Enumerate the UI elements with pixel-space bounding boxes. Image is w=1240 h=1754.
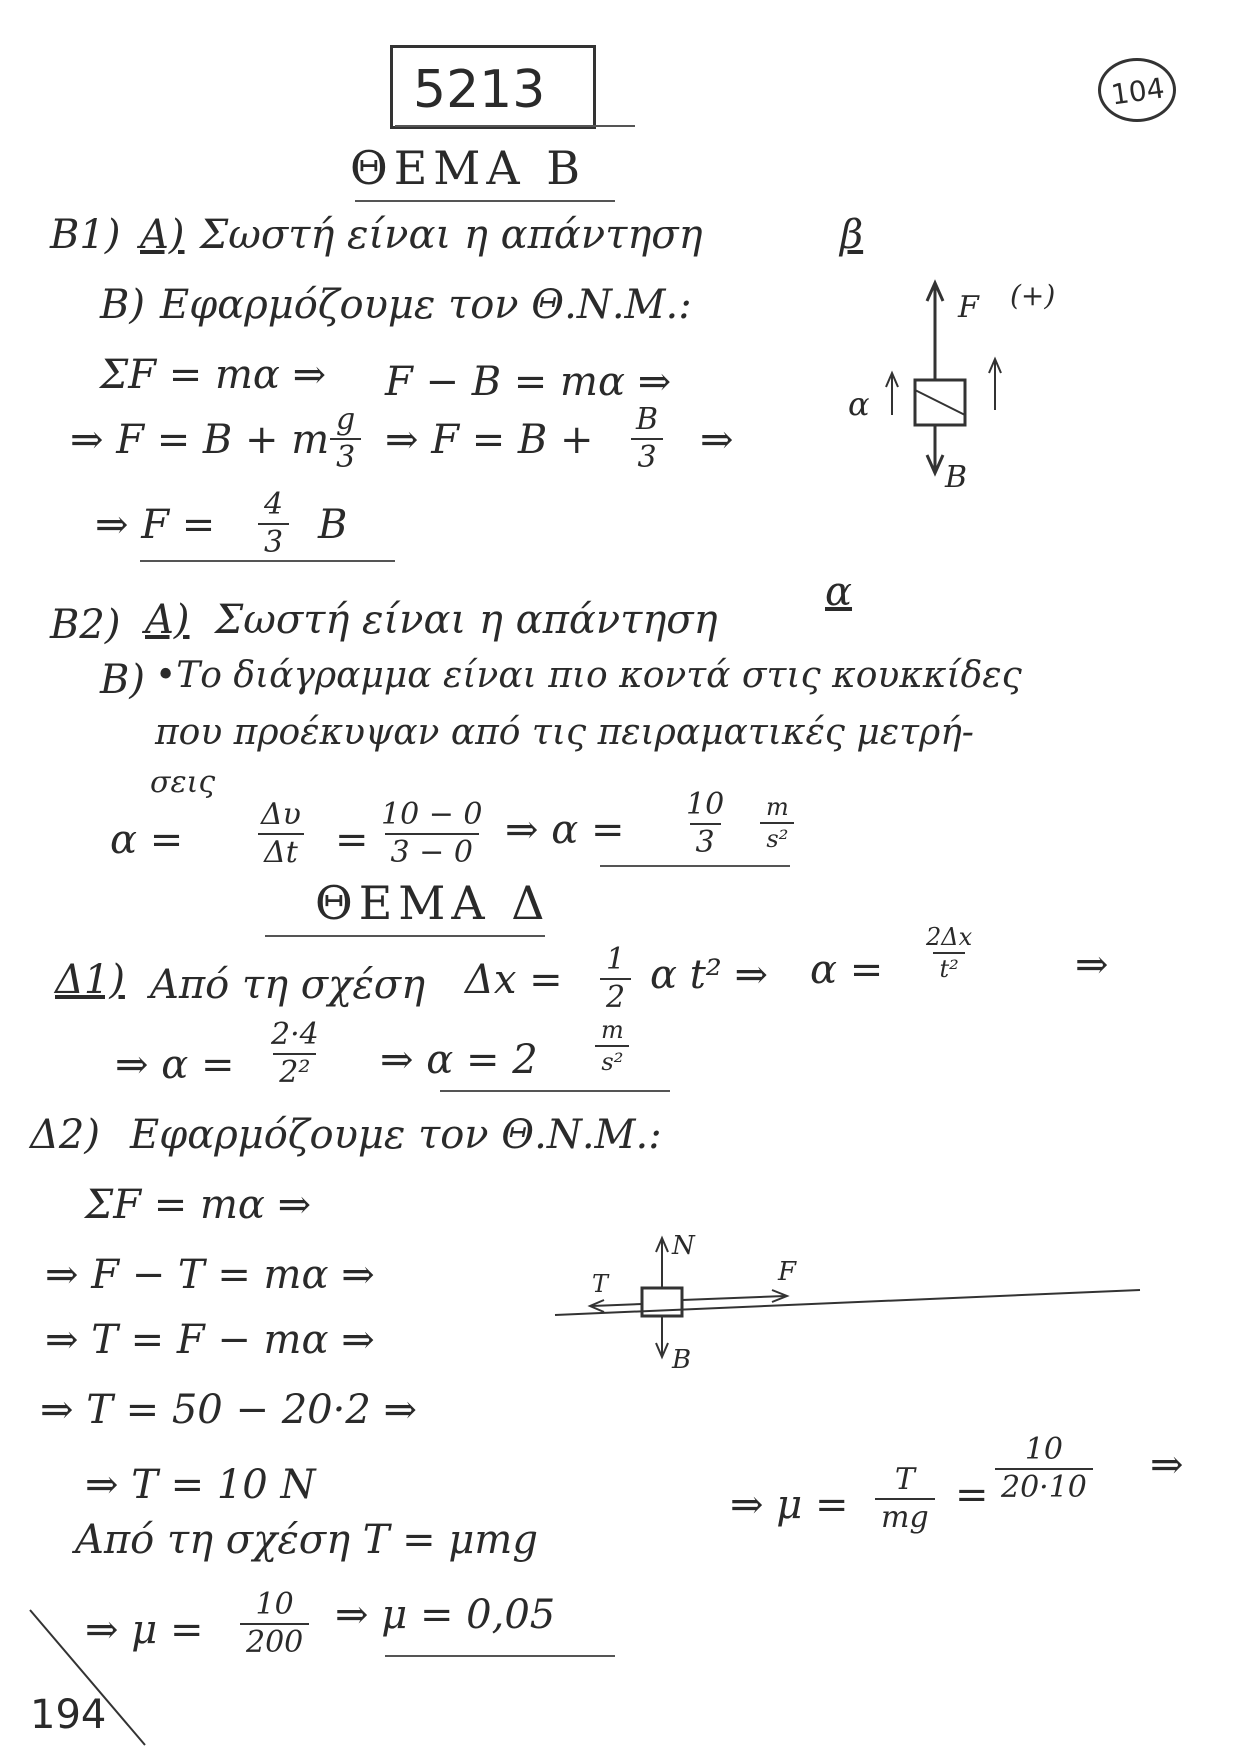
b1-eq2b: ⇒ F = B +: [385, 417, 594, 463]
b1-eq2-frac: [330, 402, 361, 475]
frac-numerator: 2·4: [271, 1017, 319, 1052]
friction-label: T: [592, 1270, 609, 1298]
d2-eq1: ΣF = mα ⇒: [85, 1182, 312, 1228]
direction-label: (+): [1010, 279, 1056, 312]
weight-label: B: [945, 460, 968, 490]
b2-b-label: Β): [100, 657, 145, 703]
b1-label: Β1): [50, 212, 121, 258]
d2-intro: Εφαρμόζουμε τον Θ.Ν.Μ.:: [130, 1112, 662, 1158]
frac-numerator: m: [601, 1016, 624, 1044]
divider: [265, 935, 545, 937]
b1-eq3a: ⇒ F =: [95, 502, 216, 548]
d2-eq7-b: ⇒ μ = 0,05: [335, 1592, 556, 1638]
frac-numerator: Δυ: [261, 797, 301, 832]
b1-eq2a: ⇒ F = B + m: [70, 417, 330, 463]
b1-eq3-frac: [258, 487, 289, 560]
d1-line2-frac: [265, 1017, 325, 1090]
frac-numerator: 10: [686, 787, 725, 822]
frac-denominator: mg: [875, 1498, 935, 1533]
b2-label: Β2): [50, 602, 121, 648]
d1-text-e: ⇒: [1075, 942, 1109, 988]
frac-denominator: 2: [600, 978, 631, 1013]
d2-eq7-a: ⇒ μ =: [85, 1607, 204, 1653]
frac-denominator: t²: [933, 952, 964, 981]
d2-eq2: ⇒ F − T = mα ⇒: [45, 1252, 375, 1298]
d2-eq5b-frac2: [995, 1432, 1093, 1505]
section-b-title: ΘΕΜΑ Β: [350, 141, 587, 195]
b2-bullet2-frac1: [255, 797, 307, 870]
b2-bullet1-line2: που προέκυψαν από τις πειραματικές μετρή-: [155, 712, 974, 753]
frac-numerator: m: [766, 793, 789, 821]
exam-number-box: [390, 45, 596, 129]
frac-numerator: T: [894, 1462, 915, 1497]
page-number: 104: [1108, 71, 1167, 112]
b2-a-answer: α: [825, 569, 853, 615]
frac-denominator: s²: [595, 1045, 629, 1074]
frac-denominator: 3: [631, 438, 662, 473]
b2-bullet1-line1: •Το διάγραμμα είναι πιο κοντά στις κουκκίδες: [155, 655, 1022, 696]
b2-bullet2-frac3: [680, 787, 730, 860]
d1-line2-unit: [595, 1018, 630, 1074]
divider: [395, 125, 635, 127]
exam-number: 5213: [413, 60, 546, 120]
d1-frac2: [920, 925, 978, 981]
frac-numerator: 4: [264, 487, 284, 522]
d2-eq5: ⇒ T = 10 N: [85, 1462, 316, 1508]
b2-bullet2-unit: [760, 795, 795, 851]
block-hatch: [915, 390, 965, 415]
b1-a-answer: β: [840, 212, 864, 258]
d1-frac1: [600, 942, 631, 1015]
d2-force-diagram: [550, 1220, 1150, 1370]
frac-denominator: 200: [240, 1623, 309, 1658]
d2-eq5b-eq: =: [955, 1472, 989, 1518]
frac-numerator: 10 − 0: [381, 797, 483, 832]
divider: [355, 200, 615, 202]
frac-denominator: 20·10: [995, 1468, 1093, 1503]
b2-bullet2-a: α =: [110, 817, 184, 863]
d2-eq7-frac: [240, 1587, 309, 1660]
b2-a-label: Α): [145, 597, 190, 643]
normal-label: N: [672, 1231, 695, 1261]
accel-label: α: [848, 385, 870, 423]
b1-a-label: Α): [140, 212, 185, 258]
d2-eq4: ⇒ T = 50 − 20·2 ⇒: [40, 1387, 417, 1433]
frac-numerator: B: [636, 402, 659, 437]
d2-eq5b-end: ⇒: [1150, 1442, 1184, 1488]
frac-numerator: 2Δx: [926, 923, 973, 951]
frac-numerator: 10: [1024, 1432, 1064, 1467]
frac-numerator: 10: [255, 1587, 294, 1622]
d2-eq5b-frac1: [875, 1462, 935, 1535]
d1-text-c: α t² ⇒: [650, 952, 769, 998]
d2-eq6: Από τη σχέση T = μmg: [75, 1517, 538, 1563]
b1-force-diagram: [830, 265, 1090, 490]
frac-denominator: 3: [330, 438, 361, 473]
divider: [140, 560, 395, 562]
divider: [385, 1655, 615, 1657]
page-number-circle: [1098, 58, 1176, 122]
divider: [440, 1090, 670, 1092]
b1-eq1b: F − B = mα ⇒: [385, 359, 672, 405]
friction-arrow: [592, 1304, 642, 1306]
d2-eq5b-a: ⇒ μ =: [730, 1482, 849, 1528]
b2-bullet2-eq: =: [335, 817, 369, 863]
d1-text-d: α =: [810, 947, 884, 993]
d1-label: Δ1): [55, 957, 125, 1003]
d1-text-a: Από τη σχέση: [150, 962, 426, 1008]
frac-denominator: 3: [258, 523, 289, 558]
frac-denominator: Δt: [258, 833, 304, 868]
frac-denominator: 2²: [273, 1053, 316, 1088]
weight-label: B: [672, 1345, 692, 1370]
b1-eq2b-frac: [630, 402, 664, 475]
b1-b-label: Β): [100, 282, 145, 328]
b1-a-text: Σωστή είναι η απάντηση: [200, 212, 703, 258]
d2-label: Δ2): [30, 1112, 100, 1158]
frac-denominator: 3 − 0: [385, 833, 479, 868]
b1-eq3b: B: [318, 502, 348, 548]
b2-bullet2-b: ⇒ α =: [505, 807, 625, 853]
frac-numerator: g: [336, 402, 356, 437]
b1-eq2-arrow: ⇒: [700, 417, 734, 463]
force-label: F: [958, 290, 979, 325]
divider: [600, 865, 790, 867]
force-arrow: [682, 1296, 785, 1300]
b2-bullet2-frac2: [375, 797, 488, 870]
d1-line2-b: ⇒ α = 2: [380, 1037, 538, 1083]
b2-bullet1-line3: σεις: [150, 765, 216, 800]
force-label: F: [778, 1257, 797, 1287]
b1-b-intro: Εφαρμόζουμε τον Θ.Ν.Μ.:: [160, 282, 692, 328]
b1-eq1: ΣF = mα ⇒: [100, 352, 327, 398]
d2-eq3: ⇒ T = F − mα ⇒: [45, 1317, 375, 1363]
b2-a-text: Σωστή είναι η απάντηση: [215, 597, 718, 643]
frac-numerator: 1: [606, 942, 626, 977]
d1-text-b: Δx =: [465, 957, 563, 1003]
d1-line2-a: ⇒ α =: [115, 1042, 235, 1088]
section-d-title: ΘΕΜΑ Δ: [315, 876, 551, 930]
footer-page-number: 194: [30, 1692, 107, 1738]
frac-denominator: s²: [760, 822, 794, 851]
frac-denominator: 3: [690, 823, 721, 858]
